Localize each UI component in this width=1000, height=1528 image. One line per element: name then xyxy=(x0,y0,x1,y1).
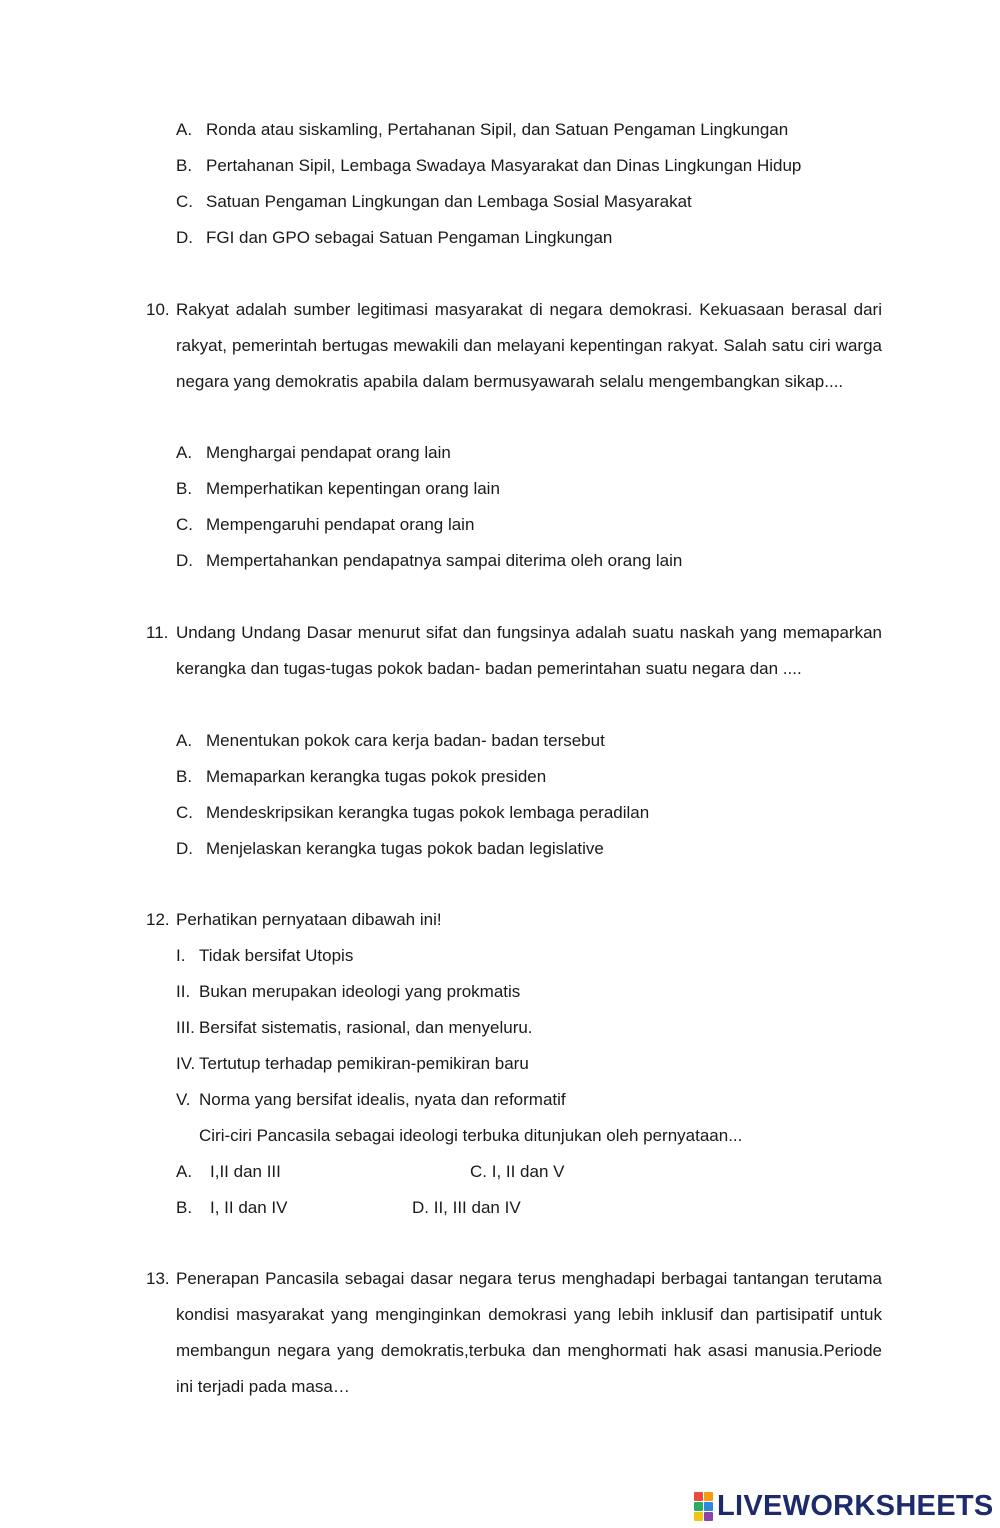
q12-option-b[interactable] xyxy=(176,1198,288,1218)
statement-label: II. xyxy=(176,982,191,1001)
q12-option-d[interactable] xyxy=(412,1198,521,1218)
q12-option-a[interactable] xyxy=(176,1162,281,1182)
option-text: I,II dan III xyxy=(210,1162,281,1181)
statement-text: Tertutup terhadap pemikiran-pemikiran baru xyxy=(199,1054,529,1073)
statement-label: V. xyxy=(176,1090,191,1109)
option-text: Menjelaskan kerangka tugas pokok badan legislative xyxy=(206,839,604,858)
option-label: D. xyxy=(176,551,193,570)
option-label: C. xyxy=(176,192,193,211)
option-text: Mempengaruhi pendapat orang lain xyxy=(206,515,475,534)
option-text: FGI dan GPO sebagai Satuan Pengaman Lingkungan xyxy=(206,228,613,247)
q12-number: 12. xyxy=(146,910,170,929)
statement-text: Tidak bersifat Utopis xyxy=(199,946,354,965)
option-text: Mempertahankan pendapatnya sampai diterima oleh orang lain xyxy=(206,551,683,570)
option-label: D. xyxy=(176,228,193,247)
option-label: B. xyxy=(176,156,193,175)
q13-text: Penerapan Pancasila sebagai dasar negara terus menghadapi berbagai tantangan terutama kondisi masyarakat yang menginginkan demokrasi yang lebih inklusif dan partisipatif untuk membangun negara yang demokratis,terbuka dan menghormati hak asasi manusia.Periode ini terjadi pada masa… xyxy=(176,1269,882,1396)
option-text: C. I, II dan V xyxy=(470,1162,565,1181)
q11-number: 11. xyxy=(146,623,169,642)
statement-label: I. xyxy=(176,946,186,965)
q11-text: Undang Undang Dasar menurut sifat dan fungsinya adalah suatu naskah yang memaparkan kerangka dan tugas-tugas pokok badan- badan pemerintahan suatu negara dan .... xyxy=(176,623,882,678)
option-label: A. xyxy=(176,120,193,139)
option-text: D. II, III dan IV xyxy=(412,1198,521,1217)
statement-label: III. xyxy=(176,1018,195,1037)
option-label: B. xyxy=(176,1198,193,1217)
option-label: A. xyxy=(176,443,193,462)
q10-text: Rakyat adalah sumber legitimasi masyarakat di negara demokrasi. Kekuasaan berasal dari rakyat, pemerintah bertugas mewakili dan melayani kepentingan rakyat. Salah satu ciri warga negara yang demokratis apabila dalam bermusyawarah selalu mengembangkan sikap.... xyxy=(176,300,882,391)
option-label: A. xyxy=(176,731,193,750)
q12-text: Perhatikan pernyataan dibawah ini! xyxy=(176,910,442,929)
option-text: Menentukan pokok cara kerja badan- badan tersebut xyxy=(206,731,605,750)
statement-text: Bukan merupakan ideologi yang prokmatis xyxy=(199,982,521,1001)
option-text: Memperhatikan kepentingan orang lain xyxy=(206,479,500,498)
statement-text: Bersifat sistematis, rasional, dan menyeluru. xyxy=(199,1018,533,1037)
q12-prompt: Ciri-ciri Pancasila sebagai ideologi terbuka ditunjukan oleh pernyataan... xyxy=(199,1126,743,1145)
option-text: Ronda atau siskamling, Pertahanan Sipil, dan Satuan Pengaman Lingkungan xyxy=(206,120,789,139)
option-label: B. xyxy=(176,479,193,498)
option-label: B. xyxy=(176,767,193,786)
option-text: Satuan Pengaman Lingkungan dan Lembaga Sosial Masyarakat xyxy=(206,192,692,211)
q12-option-c[interactable] xyxy=(470,1162,565,1182)
option-label: C. xyxy=(176,803,193,822)
option-text: Mendeskripsikan kerangka tugas pokok lembaga peradilan xyxy=(206,803,650,822)
option-label: A. xyxy=(176,1162,193,1181)
statement-label: IV. xyxy=(176,1054,196,1073)
option-text: Menghargai pendapat orang lain xyxy=(206,443,451,462)
logo-text: LIVEWORKSHEETS xyxy=(717,1489,994,1522)
logo-mark-icon xyxy=(694,1492,713,1521)
q13-number: 13. xyxy=(146,1269,170,1288)
option-label: C. xyxy=(176,515,193,534)
option-text: Memaparkan kerangka tugas pokok presiden xyxy=(206,767,547,786)
option-label: D. xyxy=(176,839,193,858)
q10-number: 10. xyxy=(146,300,170,319)
option-text: I, II dan IV xyxy=(210,1198,288,1217)
statement-text: Norma yang bersifat idealis, nyata dan reformatif xyxy=(199,1090,566,1109)
option-text: Pertahanan Sipil, Lembaga Swadaya Masyarakat dan Dinas Lingkungan Hidup xyxy=(206,156,802,175)
liveworksheets-logo xyxy=(694,1490,994,1522)
